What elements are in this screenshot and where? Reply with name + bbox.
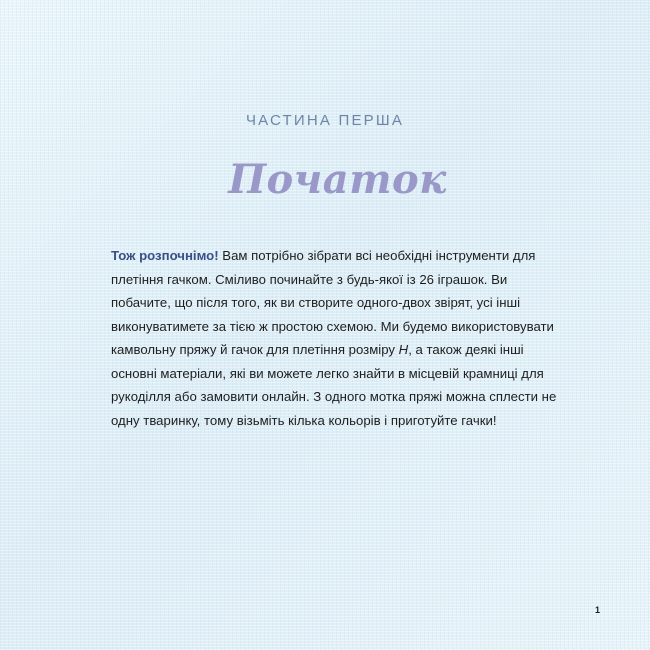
body-text-part-2: , а також деякі інші основні матеріали, які ви можете легко знайти в місцевій крамниці для рукоділля або замовити онлайн. З одного мотка пряжі можна сплести не одну тваринку, тому візьміть кілька кольорів і приготуйте гачки!: [111, 342, 557, 428]
lead-phrase: Тож розпочнімо!: [111, 248, 219, 263]
body-text-part-1: Вам потрібно зібрати всі необхідні інструменти для плетіння гачком. Сміливо починайте з будь-якої із 26 іграшок. Ви побачите, що після того, як ви створите одного-двох звірят, усі інші виконуватимете за тією ж простою схемою. Ми будемо використовувати камвольну пряжу й гачок для плетіння розміру: [111, 248, 554, 357]
body-paragraph: [111, 244, 561, 432]
section-label: ЧАСТИНА ПЕРША: [245, 112, 405, 129]
chapter-title: Початок: [228, 156, 447, 203]
page-number: 1: [594, 605, 600, 615]
hook-size: H: [398, 342, 409, 357]
